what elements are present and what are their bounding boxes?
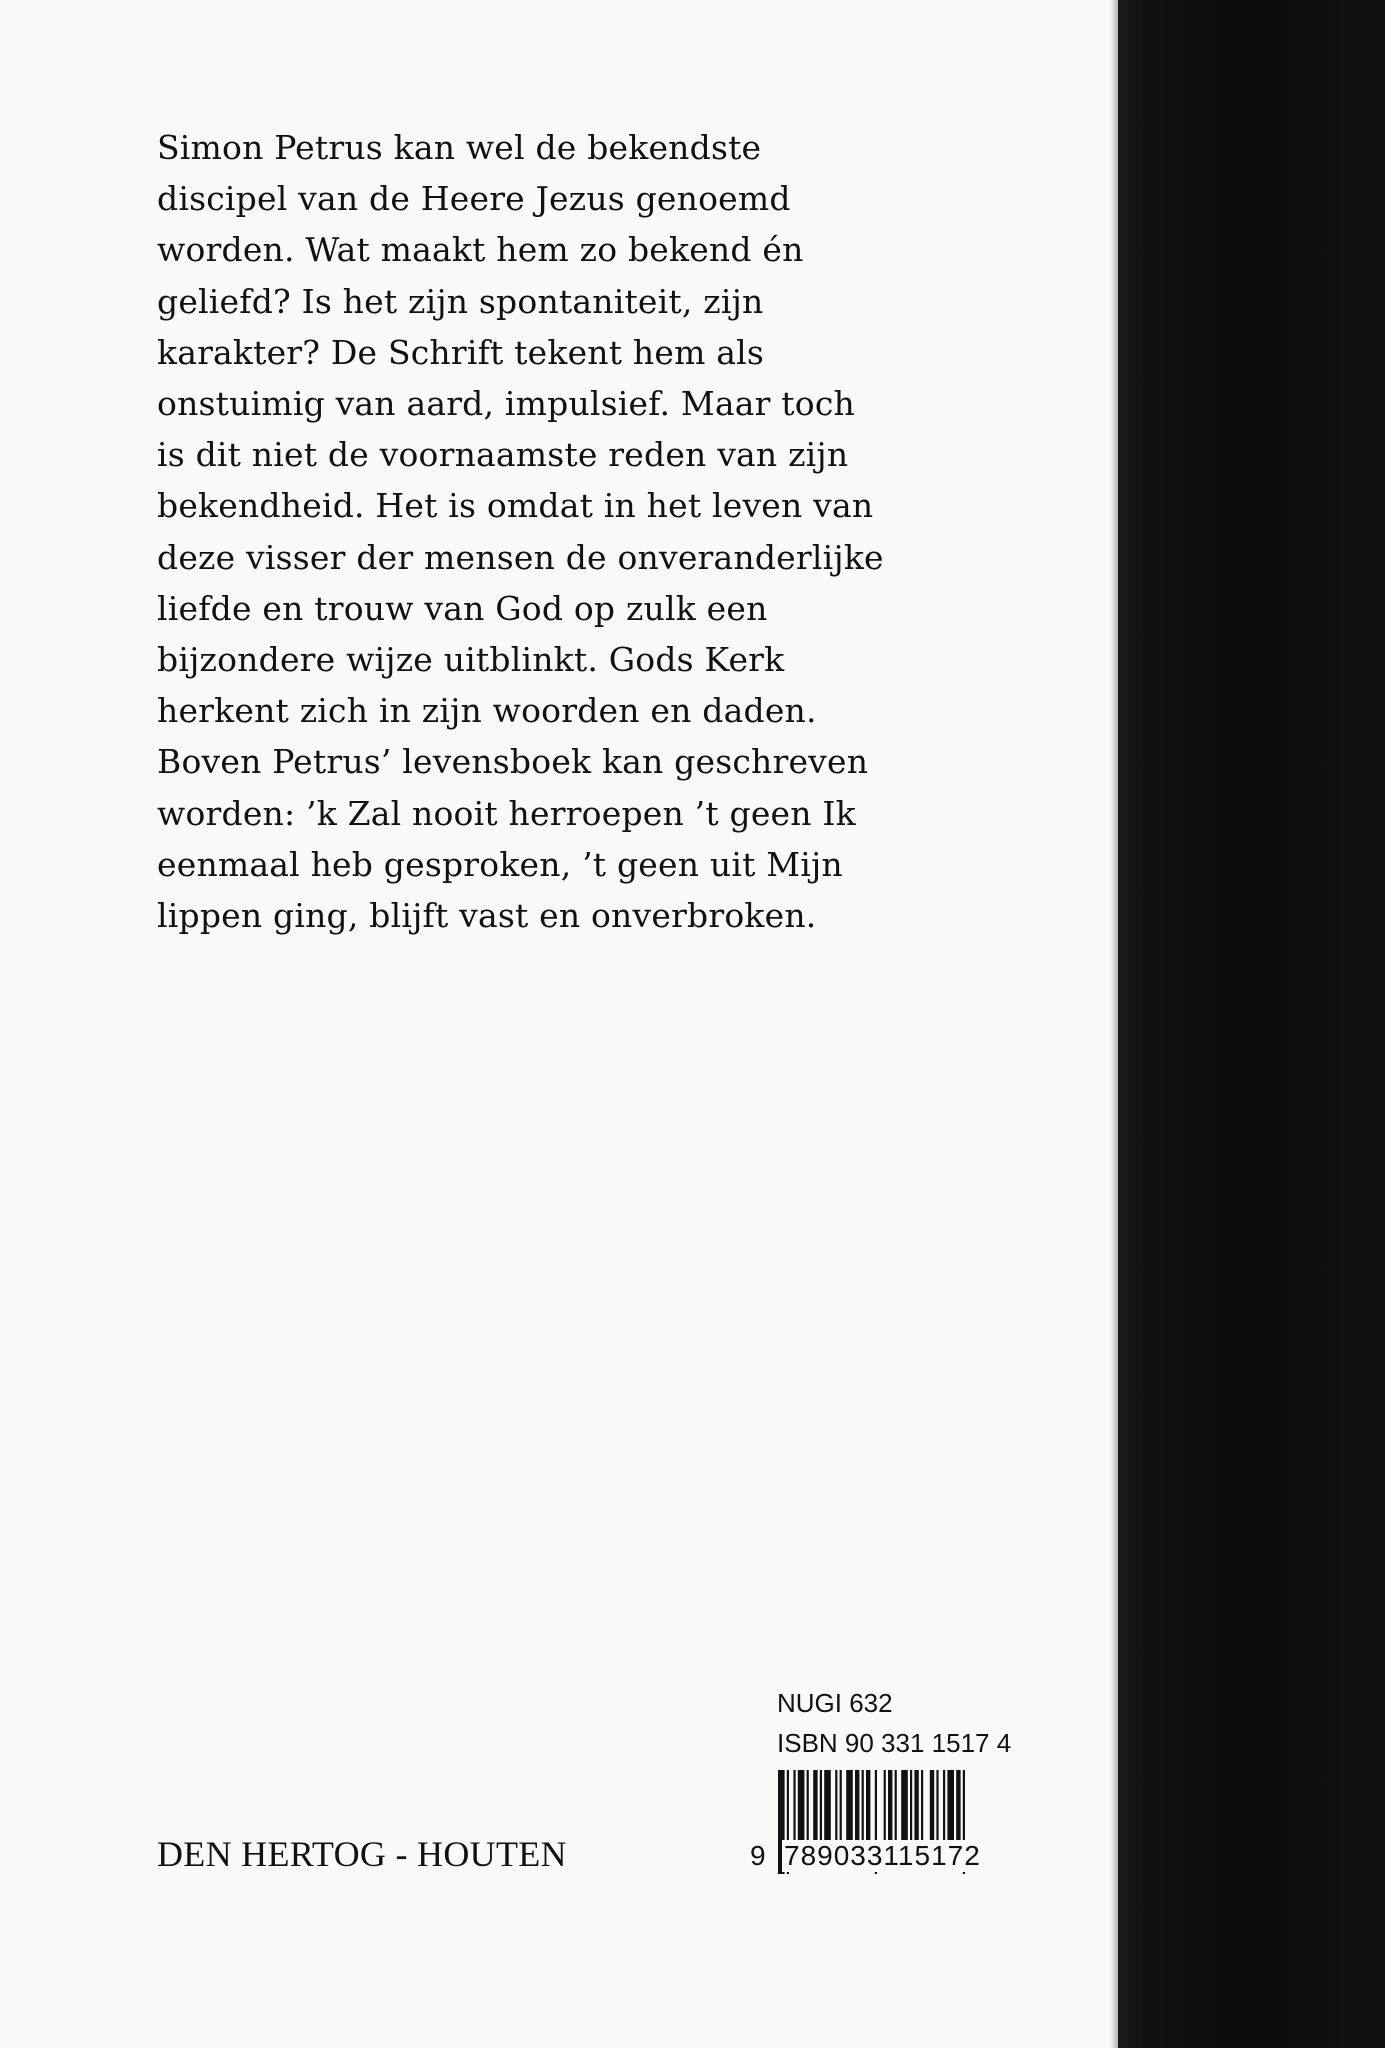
blurb-text: Simon Petrus kan wel de bekendste discipel van de Heere Jezus genoemd worden. Wat maakt hem zo bekend én geliefd? Is het zijn spontaniteit, zijn karakter? De Schrift tekent hem als onstuimig van aard, impulsief. Maar toch is dit niet de voornaamste reden van zijn bekendheid. Het is omdat in het leven van deze visser der mensen de onveranderlijke liefde en trouw van God op zulk een bijzondere wijze uitblinkt. Gods Kerk herkent zich in zijn woorden en daden. Boven Petrus’ levensboek kan geschreven worden: ’k Zal nooit herroepen ’t geen Ik eenmaal heb gesproken, ’t geen uit Mijn lippen ging, blijft vast en onverbroken. <box>157 128 884 936</box>
nugi-code: NUGI 632 <box>777 1688 893 1718</box>
publisher-name: DEN HERTOG - HOUTEN <box>157 1834 567 1874</box>
barcode-lead-digit: 9 <box>750 1840 766 1871</box>
barcode <box>750 1770 1030 1880</box>
book-spine <box>1118 0 1385 2048</box>
isbn-number: ISBN 90 331 1517 4 <box>777 1728 1012 1758</box>
barcode-digits: 789033115172 <box>782 1840 1026 1872</box>
